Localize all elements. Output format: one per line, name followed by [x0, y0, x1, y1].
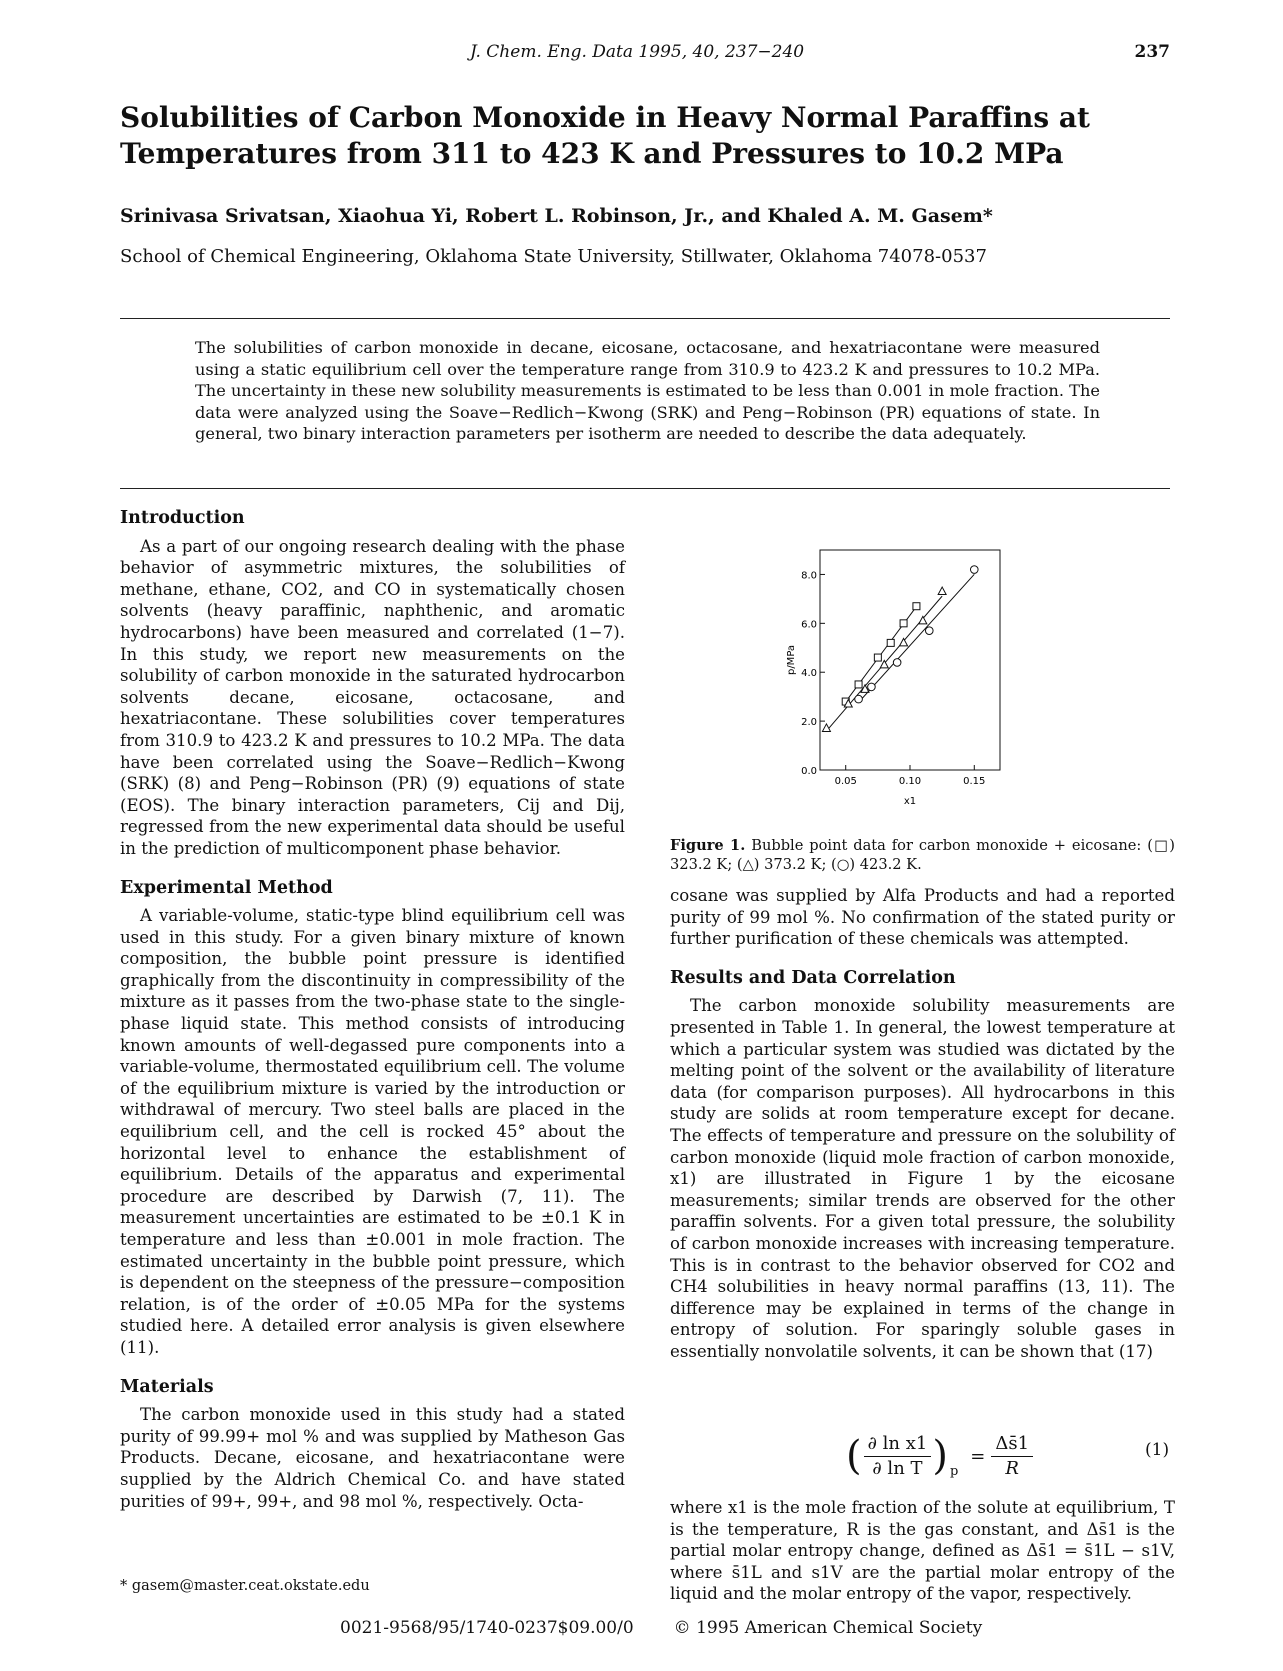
data-point-circle: [893, 659, 901, 667]
y-tick-label: 2.0: [801, 717, 817, 729]
x-tick-label: 0.10: [898, 776, 922, 787]
data-point-square: [887, 639, 894, 646]
author-list: Srinivasa Srivatsan, Xiaohua Yi, Robert L. Robinson, Jr., and Khaled A. M. Gasem*: [120, 205, 993, 227]
data-point-triangle: [919, 616, 927, 624]
eq-lhs-denominator: ∂ ln T: [872, 1457, 923, 1479]
data-point-circle: [855, 695, 863, 703]
data-point-circle: [925, 627, 933, 635]
y-tick-label: 0.0: [801, 766, 817, 777]
equation-1: [845, 1432, 1033, 1480]
x-axis-label: x1: [903, 796, 917, 807]
corresponding-author-footnote: * gasem@master.ceat.okstate.edu: [120, 1578, 370, 1594]
materials-continued-text: cosane was supplied by Alfa Products and had a reported purity of 99 mol %. No confirmation of the stated purity or further purification of these chemicals was attempted.: [670, 886, 1175, 949]
eq-right-paren: ): [932, 1433, 948, 1479]
post-equation-text-block: [670, 1497, 1175, 1605]
article-code: 0021-9568/95/1740-0237$09.00/0: [340, 1618, 634, 1638]
section-heading-materials: Materials: [120, 1376, 214, 1397]
y-tick-label: 4.0: [801, 668, 817, 680]
series-line: [859, 574, 975, 702]
section-heading-introduction: Introduction: [120, 508, 245, 528]
eq-equals: =: [970, 1445, 986, 1467]
section-heading-results: Results and Data Correlation: [670, 967, 956, 988]
abstract-top-rule: [120, 318, 1170, 319]
title-line-1: Solubilities of Carbon Monoxide in Heavy Normal Paraffins at: [120, 101, 1090, 134]
abstract: The solubilities of carbon monoxide in decane, eicosane, octacosane, and hexatriacontane were measured using a static equilibrium cell over the temperature range from 310.9 to 423.2 K and pressures to 10.2 MPa. The uncertainty in these new solubility measurements is estimated to be less than 0.001 in mole fraction. The data were analyzed using the Soave−Redlich−Kwong (SRK) and Peng−Robinson (PR) equations of state. In general, two binary interaction parameters per isotherm are needed to describe the data adequately.: [195, 338, 1100, 443]
affiliation: School of Chemical Engineering, Oklahoma State University, Stillwater, Oklahoma 74078-0537: [120, 246, 987, 267]
title-line-2: Temperatures from 311 to 423 K and Pressures to 10.2 MPa: [120, 137, 1064, 170]
y-tick-label: 8.0: [801, 570, 817, 582]
x-tick-label: 0.15: [963, 776, 986, 787]
eq-rhs-denominator: R: [1005, 1457, 1019, 1479]
experimental-text: A variable-volume, static-type blind equilibrium cell was used in this study. For a given binary mixture of known composition, the bubble point pressure is identified graphically from the discontinuity in compressibility of the mixture as it passes from the two-phase state to the single-phase liquid state. This method consists of introducing known amounts of well-degassed pure components into a variable-volume, thermostated equilibrium cell. The volume of the equilibrium mixture is varied by the introduction or withdrawal of mercury. Two steel balls are placed in the equilibrium cell, and the cell is rocked 45° about the horizontal level to enhance the establishment of equilibrium. Details of the apparatus and experimental procedure are described by Darwish (7, 11). The measurement uncertainties are estimated to be ±0.1 K in temperature and less than ±0.001 in mole fraction. The estimated uncertainty in the bubble point pressure, which is dependent on the steepness of the pressure−composition relation, is of the order of ±0.05 MPa for the systems studied here. A detailed error analysis is given elsewhere (11).: [120, 906, 625, 1357]
eq-rhs-numerator: Δs̄1: [991, 1432, 1033, 1456]
data-point-circle: [970, 566, 978, 574]
eq-subscript: p: [949, 1464, 959, 1479]
results-text: The carbon monoxide solubility measurements are presented in Table 1. In general, the lowest temperature at which a particular system was studied was dictated by the melting point of the solvent or the availability of literature data (for comparison purposes). All hydrocarbons in this study are solids at room temperature except for decane. The effects of temperature and pressure on the solubility of carbon monoxide (liquid mole fraction of carbon monoxide, x1) are illustrated in Figure 1 by the eicosane measurements; similar trends are observed for the other paraffin solvents. For a given total pressure, the solubility of carbon monoxide increases with increasing temperature. This is in contrast to the behavior observed for CO2 and CH4 solubilities in heavy normal paraffins (13, 11). The difference may be explained in terms of the change in entropy of solution. For sparingly soluble gases in essentially nonvolatile solvents, it can be shown that (17): [670, 996, 1175, 1361]
equation-layout: [845, 1432, 1033, 1480]
right-column: [670, 885, 1175, 1362]
y-axis-label: p/MPa: [786, 644, 797, 676]
bubble-point-chart: [780, 540, 1080, 830]
data-point-triangle: [900, 638, 908, 646]
x-tick-label: 0.05: [834, 776, 857, 787]
section-heading-experimental: Experimental Method: [120, 877, 333, 898]
journal-citation: J. Chem. Eng. Data 1995, 40, 237−240: [470, 42, 805, 62]
paper-title: [120, 100, 1180, 172]
equation-number: (1): [1145, 1440, 1170, 1460]
data-point-circle: [868, 683, 876, 691]
data-point-square: [855, 681, 862, 688]
data-point-triangle: [938, 587, 946, 595]
y-tick-label: 6.0: [801, 619, 817, 631]
figure-caption-label: Figure 1.: [670, 837, 746, 854]
copyright: © 1995 American Chemical Society: [673, 1618, 983, 1638]
figure-1: [780, 540, 1080, 830]
left-column: [120, 508, 625, 1512]
eq-left-paren: (: [846, 1433, 862, 1479]
page-number: 237: [1134, 42, 1170, 62]
data-point-square: [913, 603, 920, 610]
page-footer: [340, 1618, 982, 1638]
materials-text: The carbon monoxide used in this study had a stated purity of 99.99+ mol % and was supplied by Matheson Gas Products. Decane, eicosane, and hexatriacontane were supplied by the Aldrich Chemical Co. and have stated purities of 99+, 99+, and 98 mol %, respectively. Octa-: [120, 1405, 625, 1511]
plot-frame: [820, 550, 1000, 770]
data-point-square: [900, 620, 907, 627]
eq-lhs-numerator: ∂ ln x1: [864, 1432, 932, 1456]
figure-caption: [670, 836, 1175, 874]
post-equation-text: where x1 is the mole fraction of the solute at equilibrium, T is the temperature, R is the gas constant, and Δs̄1 is the partial molar entropy change, defined as Δs̄1 = s̄1L − s1V, where s̄1L and s1V are the partial molar entropy of the liquid and the molar entropy of the vapor, respectively.: [670, 1498, 1175, 1604]
abstract-bottom-rule: [120, 488, 1170, 489]
figure-caption-text: Bubble point data for carbon monoxide + eicosane: (□) 323.2 K; (△) 373.2 K; (○) 423.2 K.: [670, 837, 1175, 873]
introduction-text: As a part of our ongoing research dealing with the phase behavior of asymmetric mixtures, the solubilities of methane, ethane, CO2, and CO in systematically chosen solvents (heavy paraffinic, naphthenic, and aromatic hydrocarbons) have been measured and correlated (1−7). In this study, we report new measurements on the solubility of carbon monoxide in the saturated hydrocarbon solvents decane, eicosane, octacosane, and hexatriacontane. These solubilities cover temperatures from 310.9 to 423.2 K and pressures to 10.2 MPa. The data have been correlated using the Soave−Redlich−Kwong (SRK) (8) and Peng−Robinson (PR) (9) equations of state (EOS). The binary interaction parameters, Cij and Dij, regressed from the new experimental data should be useful in the prediction of multicomponent phase behavior.: [120, 536, 625, 858]
data-point-square: [874, 654, 881, 661]
